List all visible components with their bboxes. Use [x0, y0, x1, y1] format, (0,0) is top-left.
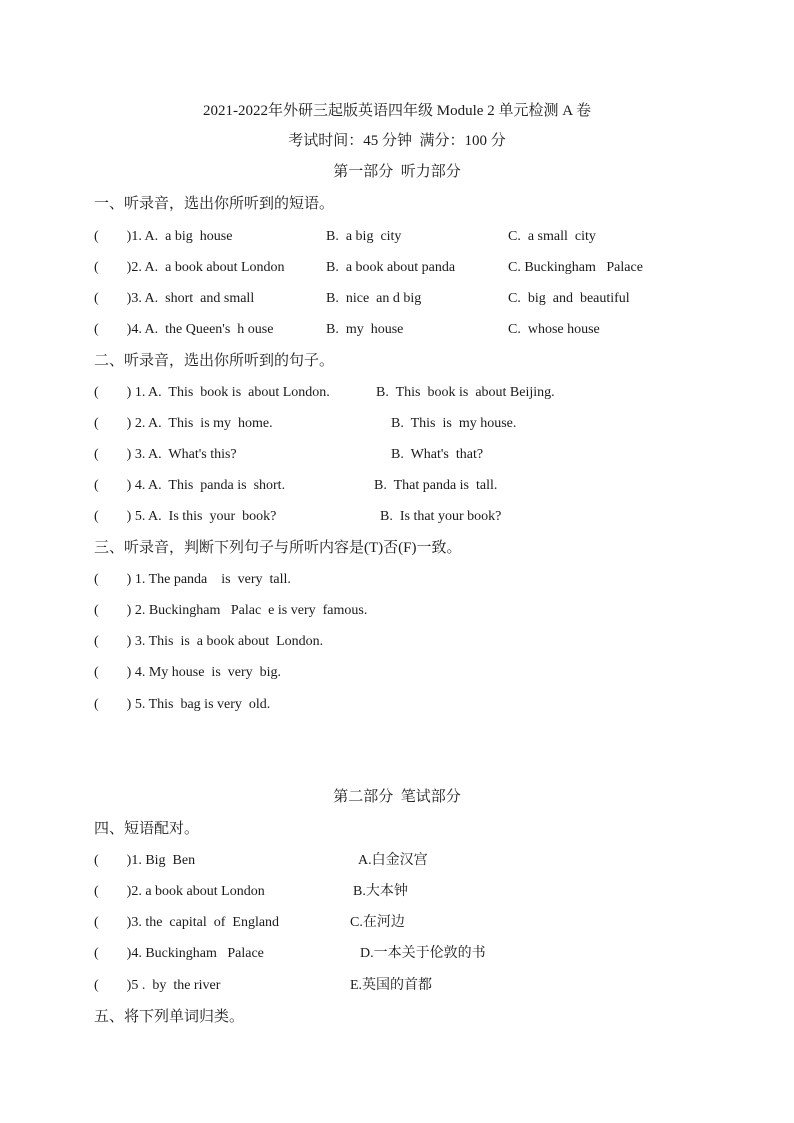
s2-q4-a: ( ) 4. A. This panda is short.	[94, 478, 286, 493]
s2-q3-a: ( ) 3. A. What's this?	[94, 447, 237, 462]
s3-q4: ( ) 4. My house is very big.	[94, 665, 282, 680]
exam-title: 2021-2022年外研三起版英语四年级 Module 2 单元检测 A 卷	[203, 103, 591, 119]
part-one-heading: 第一部分 听力部分	[333, 164, 461, 180]
s2-q2-a: ( ) 2. A. This is my home.	[94, 416, 273, 431]
part-two-heading: 第二部分 笔试部分	[333, 789, 461, 805]
exam-info: 考试时间：45 分钟 满分：100 分	[288, 133, 506, 149]
s2-q1-b: B. This book is about Beijing.	[376, 385, 555, 400]
s2-q3-b: B. What's that?	[391, 447, 484, 462]
s1-q1-c: C. a small city	[508, 229, 596, 244]
s2-q5-a: ( ) 5. A. Is this your book?	[94, 509, 277, 524]
s2-q2-b: B. This is my house.	[391, 416, 517, 431]
s1-q1-b: B. a big city	[326, 229, 402, 244]
s3-q2: ( ) 2. Buckingham Palac e is very famous.	[94, 603, 368, 618]
section-3-title: 三、听录音，判断下列句子与所听内容是(T)否(F)一致。	[94, 540, 462, 556]
s1-q2-a: ( )2. A. a book about London	[94, 260, 285, 275]
s2-q5-b: B. Is that your book?	[380, 509, 502, 524]
s1-q2-b: B. a book about panda	[326, 260, 456, 275]
s1-q3-b: B. nice an d big	[326, 291, 422, 306]
section-5-title: 五、将下列单词归类。	[94, 1009, 245, 1025]
s4-q4-b: D.一本关于伦敦的书	[360, 946, 486, 961]
section-4-title: 四、短语配对。	[94, 821, 200, 837]
s4-q5-b: E.英国的首都	[350, 978, 433, 993]
s4-q3-b: C.在河边	[350, 915, 405, 930]
s2-q4-b: B. That panda is tall.	[374, 478, 498, 493]
s4-q3-a: ( )3. the capital of England	[94, 915, 280, 930]
s1-q3-a: ( )3. A. short and small	[94, 291, 255, 306]
s4-q2-b: B.大本钟	[353, 884, 408, 899]
s2-q1-a: ( ) 1. A. This book is about London.	[94, 385, 330, 400]
s3-q3: ( ) 3. This is a book about London.	[94, 634, 324, 649]
section-2-title: 二、听录音，选出你所听到的句子。	[94, 353, 335, 369]
section-1-title: 一、听录音，选出你所听到的短语。	[94, 196, 335, 212]
s1-q3-c: C. big and beautiful	[508, 291, 630, 306]
s4-q2-a: ( )2. a book about London	[94, 884, 265, 899]
s1-q4-b: B. my house	[326, 322, 404, 337]
s3-q1: ( ) 1. The panda is very tall.	[94, 572, 291, 587]
s1-q4-c: C. whose house	[508, 322, 600, 337]
s1-q1-a: ( )1. A. a big house	[94, 229, 233, 244]
s1-q4-a: ( )4. A. the Queen's h ouse	[94, 322, 274, 337]
s4-q4-a: ( )4. Buckingham Palace	[94, 946, 264, 961]
s1-q2-c: C. Buckingham Palace	[508, 260, 643, 275]
s4-q5-a: ( )5 . by the river	[94, 978, 221, 993]
s4-q1-b: A.白金汉宫	[358, 853, 428, 868]
s4-q1-a: ( )1. Big Ben	[94, 853, 196, 868]
s3-q5: ( ) 5. This bag is very old.	[94, 697, 271, 712]
